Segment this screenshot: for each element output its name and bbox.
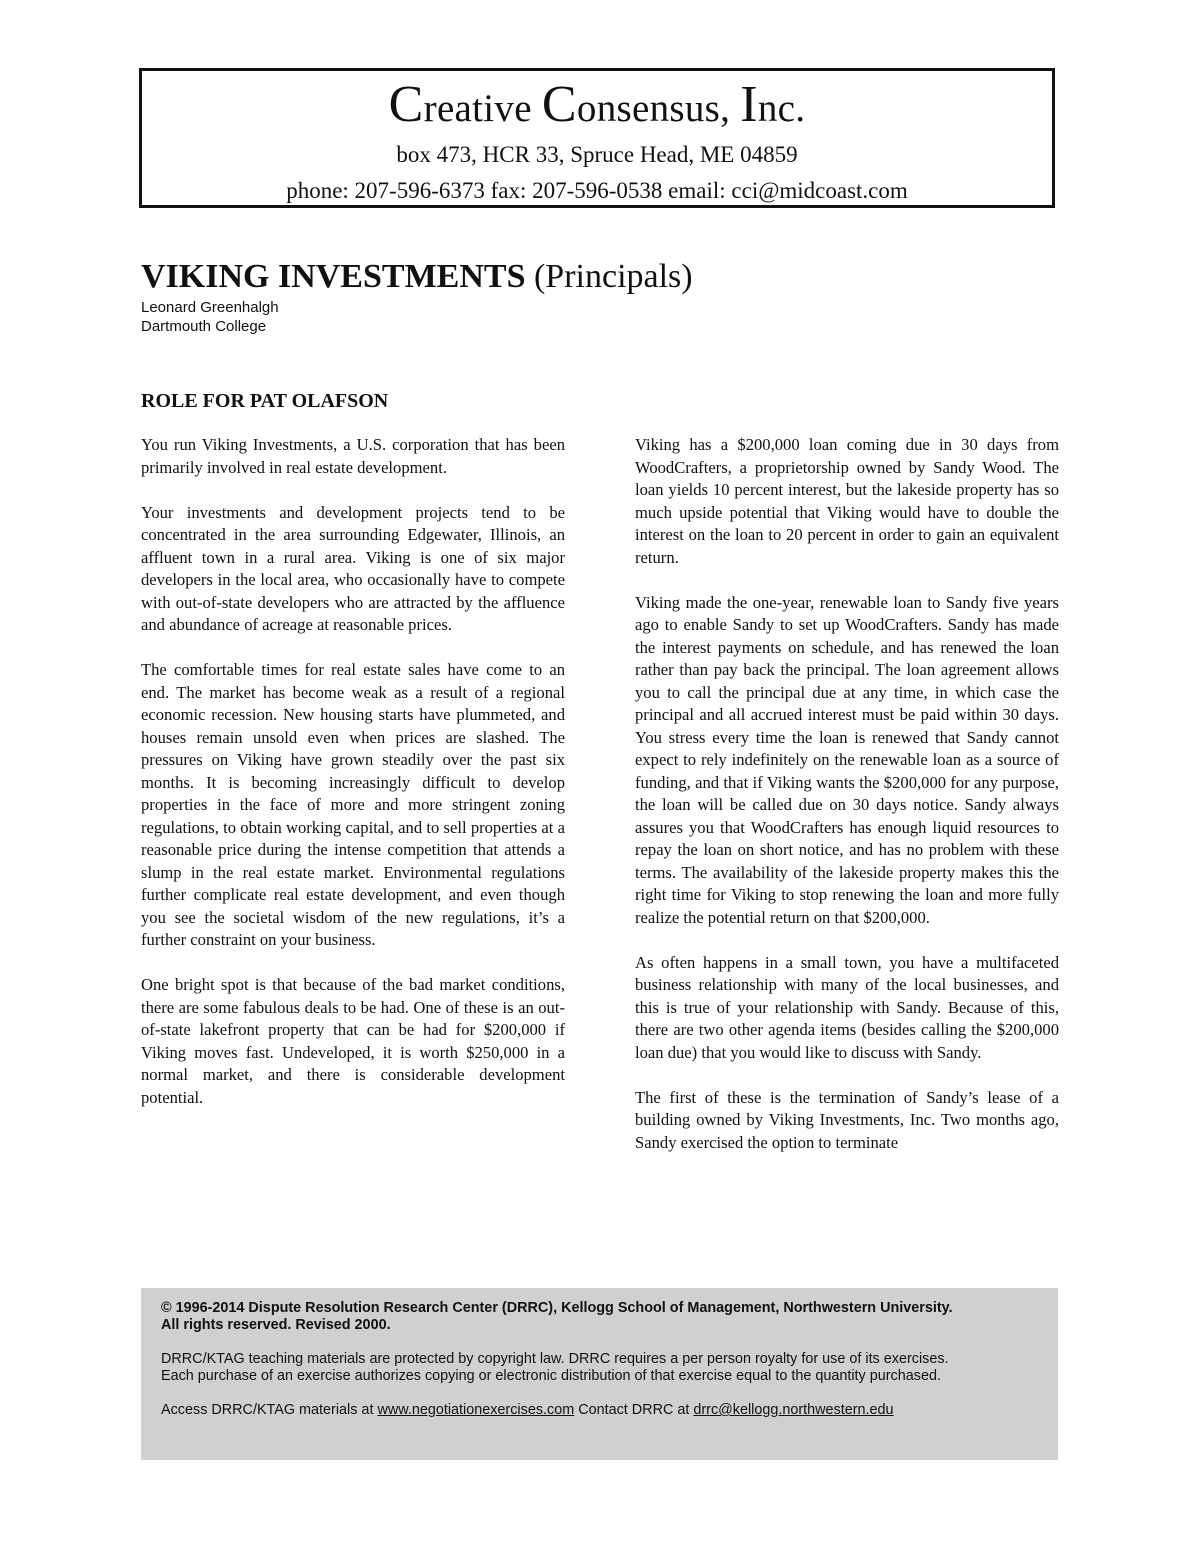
body-paragraph: Viking has a $200,000 loan coming due in 30 days from WoodCrafters, a proprietorship owned by Sandy Wood. The loan yields 10 percent interest, but the lakeside property has so much upside potential that Viking would have to double the interest on the loan to 20 percent in order to gain an equivalent return. [635, 435, 1059, 567]
usage-notice-line: DRRC/KTAG teaching materials are protected by copyright law. DRRC requires a per person royalty for use of its exercises. [161, 1351, 949, 1367]
role-heading: ROLE FOR PAT OLAFSON [141, 390, 389, 412]
document-title [141, 257, 693, 297]
company-address: box 473, HCR 33, Spruce Head, ME 04859 [396, 142, 798, 167]
right-text-column [635, 434, 1059, 1177]
access-line [161, 1402, 1038, 1419]
access-prefix: Access DRRC/KTAG materials at [161, 1402, 378, 1418]
exercises-website-link[interactable]: www.negotiationexercises.com [377, 1402, 575, 1418]
author-affiliation: Dartmouth College [141, 318, 267, 335]
body-paragraph: One bright spot is that because of the bad market conditions, there are some fabulous deals to be had. One of these is an out-of-state lakefront property that can be had for $200,000 if Viking moves fast. Undeveloped, it is worth $250,000 in a normal market, and there is considerable development potential. [141, 975, 565, 1107]
usage-notice-line: Each purchase of an exercise authorizes copying or electronic distribution of that exercise equal to the quantity purchased. [161, 1368, 941, 1384]
company-name-segment: nc. [757, 87, 806, 130]
body-paragraph: The first of these is the termination of Sandy’s lease of a building owned by Viking Investments, Inc. Two months ago, Sandy exercised the option to terminate [635, 1087, 1059, 1152]
letterhead-box [139, 68, 1055, 208]
drrc-email-link[interactable]: drrc@kellogg.northwestern.edu [693, 1402, 894, 1418]
body-paragraph: You run Viking Investments, a U.S. corporation that has been primarily involved in real estate development. [141, 435, 565, 477]
company-name-initial: C [388, 76, 424, 133]
copyright-line: © 1996-2014 Dispute Resolution Research Center (DRRC), Kellogg School of Management, Northwestern University. [161, 1300, 953, 1316]
document-title-suffix: (Principals) [525, 258, 693, 295]
copyright-footer [141, 1288, 1058, 1460]
body-paragraph: As often happens in a small town, you have a multifaceted business relationship with many of the local businesses, and this is true of your relationship with Sandy. Because of this, there are two other agenda items (besides calling the $200,000 loan due) that you would like to discuss with Sandy. [635, 952, 1059, 1062]
usage-notice [161, 1351, 1038, 1385]
company-name-initial: C [541, 76, 577, 133]
company-name [142, 76, 1052, 133]
contact-prefix: Contact DRRC at [574, 1402, 694, 1418]
body-paragraph: The comfortable times for real estate sales have come to an end. The market has become weak as a result of a regional economic recession. New housing starts have plummeted, and houses remain unsold even when prices are slashed. The pressures on Viking have grown steadily over the past six months. It is becoming increasingly difficult to develop properties in the face of more and more stringent zoning regulations, to obtain working capital, and to sell properties at a reasonable price during the intense competition that attends a slump in the real estate market. Environmental regulations further complicate real estate development, and even though you see the societal wisdom of the new regulations, it’s a further constraint on your business. [141, 660, 565, 949]
copyright-line: All rights reserved. Revised 2000. [161, 1317, 391, 1333]
body-paragraph: Viking made the one-year, renewable loan to Sandy five years ago to enable Sandy to set up WoodCrafters. Sandy has made the interest payments on schedule, and has renewed the loan rather than pay back the principal. The loan agreement allows you to call the principal due at any time, in which case the principal and all accrued interest must be paid within 30 days. You stress every time the loan is renewed that Sandy cannot expect to rely indefinitely on the renewable loan as a source of funding, and that if Viking wants the $200,000 for any purpose, the loan will be called due on 30 days notice. Sandy always assures you that WoodCrafters has enough liquid resources to repay the loan on short notice, and has no problem with these terms. The availability of the lakeside property makes this the right time for Viking to stop renewing the loan and more fully realize the potential return on that $200,000. [635, 592, 1059, 927]
company-name-segment: reative [423, 87, 542, 130]
left-text-column [141, 434, 565, 1132]
company-name-initial: I [740, 76, 758, 133]
company-name-segment: onsensus, [576, 87, 741, 130]
author-name: Leonard Greenhalgh [141, 299, 279, 316]
document-title-main: VIKING INVESTMENTS [141, 258, 526, 295]
body-paragraph: Your investments and development projects tend to be concentrated in the area surrounding Edgewater, Illinois, an affluent town in a rural area. Viking is one of six major developers in the local area, who occasionally have to compete with out-of-state developers who are attracted by the affluence and abundance of acreage at reasonable prices. [141, 502, 565, 634]
copyright-notice [161, 1300, 1038, 1334]
company-contact: phone: 207-596-6373 fax: 207-596-0538 email: cci@midcoast.com [286, 178, 908, 203]
